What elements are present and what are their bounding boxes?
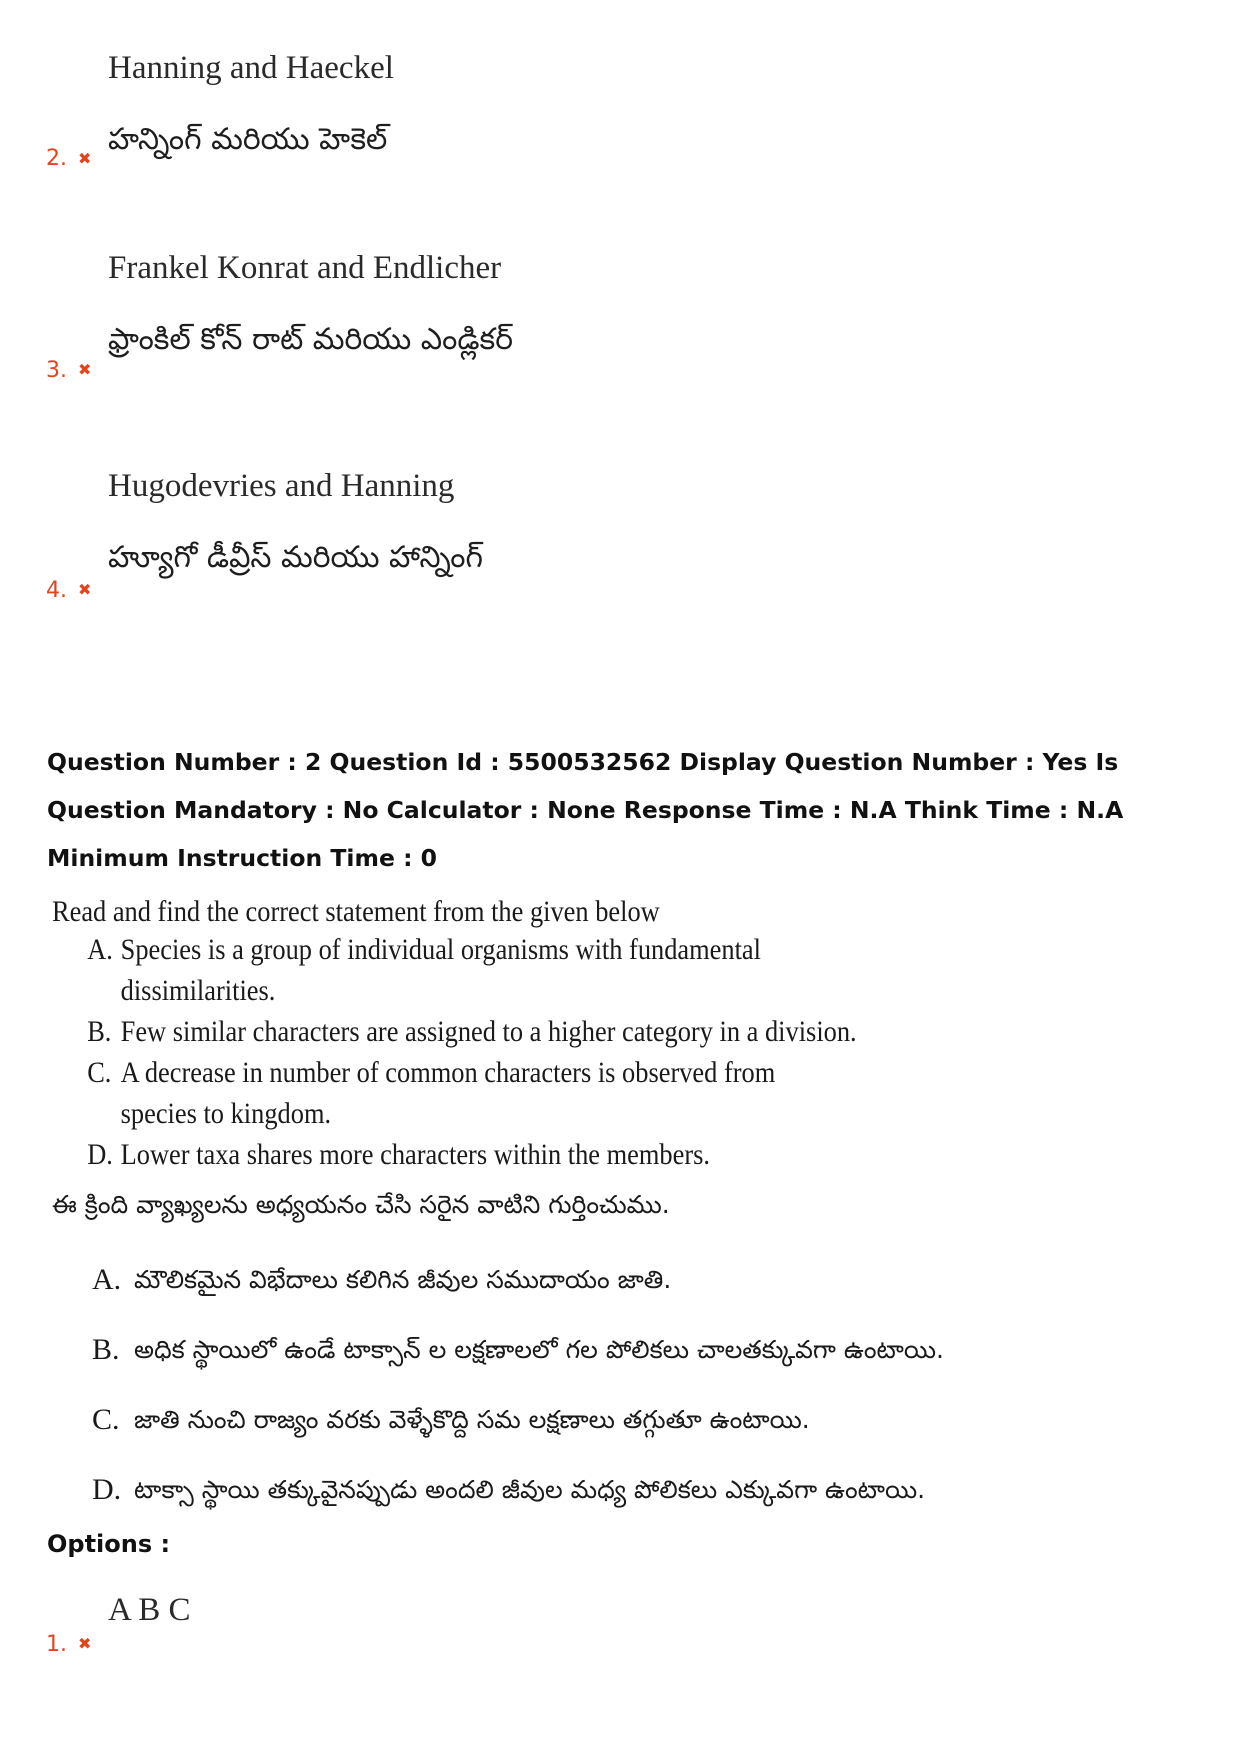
statement-b: B. Few similar characters are assigned to a higher category in a division. [87, 1015, 857, 1048]
question-english [52, 895, 952, 1175]
option-3[interactable] [0, 250, 1240, 390]
incorrect-cross-icon: ✖ [78, 580, 92, 599]
option-telugu-text: ఫ్రాంకిల్ కోన్ రాట్ మరియు ఎండ్లికర్ [108, 322, 513, 357]
option-english-text: A B C [108, 1592, 191, 1628]
option-english-text: Hanning and Haeckel [108, 50, 394, 86]
statement-c-telugu: C. జాతి నుంచి రాజ్యం వరకు వెళ్ళేకొద్ది సమ లక్షణాలు తగ్గుతూ ఉంటాయి. [92, 1403, 810, 1436]
option-number: 4. [46, 578, 67, 603]
incorrect-cross-icon: ✖ [78, 149, 92, 168]
option-number: 3. [46, 358, 67, 383]
statement-d-telugu: D. టాక్సా స్థాయి తక్కువైనప్పుడు అందలి జీవుల మధ్య పోలికలు ఎక్కువగా ఉంటాయి. [92, 1473, 926, 1506]
option-english-text: Hugodevries and Hanning [108, 468, 455, 504]
option-number: 2. [46, 146, 67, 171]
option-2[interactable] [0, 50, 1240, 180]
incorrect-cross-icon: ✖ [78, 360, 92, 379]
option-4[interactable] [0, 468, 1240, 608]
incorrect-cross-icon: ✖ [78, 1634, 92, 1653]
statement-a-telugu: A. మౌలికమైన విభేదాలు కలిగిన జీవుల సముదాయం జాతి. [92, 1263, 672, 1296]
statement-b-telugu: B. అధిక స్థాయిలో ఉండే టాక్సాన్ ల లక్షణాలలో గల పోలికలు చాలతక్కువగా ఉంటాయి. [92, 1333, 944, 1366]
option-english-text: Frankel Konrat and Endlicher [108, 250, 502, 286]
question-heading: Read and find the correct statement from the given below [52, 895, 660, 928]
option-telugu-text: హన్నింగ్ మరియు హెకెల్ [108, 122, 388, 157]
option-1[interactable] [0, 1592, 1240, 1672]
question-metadata: Question Number : 2 Question Id : 5500532562 Display Question Number : Yes Is Question Mandatory : No Calculator : None Response Time : N.A Think Time : N.A Minimum Instruction Time : 0 [47, 748, 1124, 872]
options-label: Options : [47, 1530, 171, 1558]
question-heading-telugu: ఈ క్రింది వ్యాఖ్యలను అధ్యయనం చేసి సరైన వాటిని గుర్తించుము. [52, 1190, 670, 1219]
option-telugu-text: హ్యూగో డీవ్రీస్ మరియు హాన్నింగ్ [108, 540, 483, 575]
statement-c: C. A decrease in number of common characters is observed from species to kingdom. [87, 1056, 776, 1130]
statement-a: A. Species is a group of individual organisms with fundamental dissimilarities. [87, 933, 761, 1007]
option-number: 1. [46, 1632, 67, 1657]
question-telugu [52, 1190, 972, 1542]
statement-d: D. Lower taxa shares more characters within the members. [87, 1138, 711, 1171]
